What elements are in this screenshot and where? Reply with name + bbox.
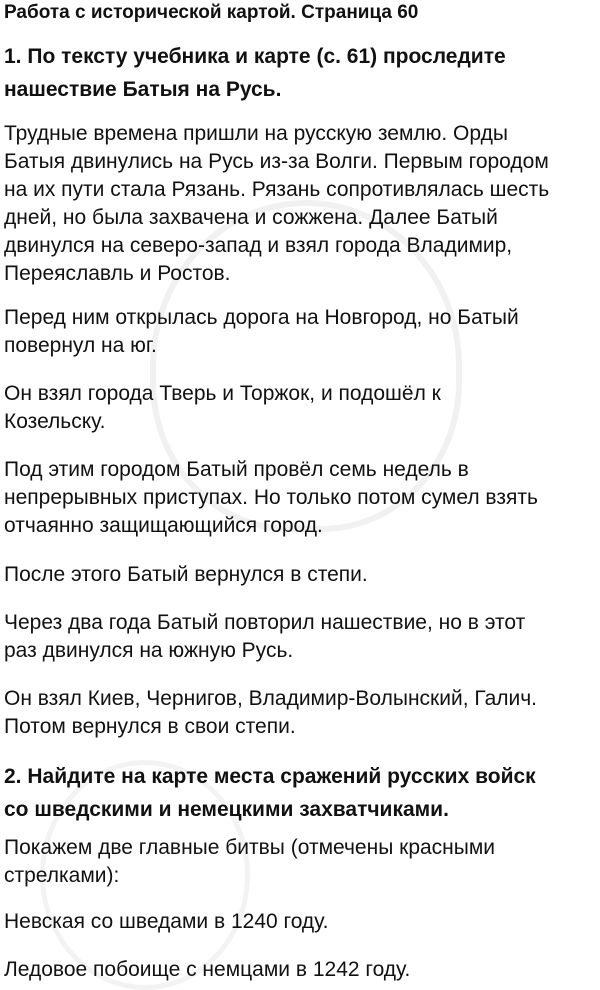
task1-paragraph bbox=[4, 609, 525, 665]
task2-paragraph bbox=[4, 908, 328, 936]
task1-paragraph bbox=[4, 456, 538, 540]
paragraph-line: стрелками): bbox=[4, 864, 120, 887]
paragraph-line: Через два года Батый повторил нашествие, но в этот bbox=[4, 611, 526, 634]
task1-paragraph bbox=[4, 120, 549, 288]
task1-heading-line: нашествие Батыя на Русь. bbox=[4, 78, 282, 101]
paragraph-line: Покажем две главные битвы (отмечены красными bbox=[4, 836, 496, 859]
paragraph-line: Под этим городом Батый провёл семь недель в bbox=[4, 458, 469, 481]
task1-paragraph bbox=[4, 304, 519, 360]
paragraph-line: Переяславль и Ростов. bbox=[4, 262, 231, 285]
paragraph-line: Трудные времена пришли на русскую землю. Орды bbox=[4, 122, 508, 145]
task1-paragraph bbox=[4, 685, 537, 741]
paragraph-line: повернул на юг. bbox=[4, 334, 157, 357]
task1-paragraph bbox=[4, 561, 368, 589]
paragraph-line: Ледовое побоище с немцами в 1242 году. bbox=[4, 958, 411, 981]
paragraph-line: Потом вернулся в свои степи. bbox=[4, 715, 296, 738]
paragraph-line: Батыя двинулись на Русь из-за Волги. Первым городом bbox=[4, 150, 549, 173]
paragraph-line: двинулся на северо-запад и взял города Владимир, bbox=[4, 234, 513, 257]
paragraph-line: После этого Батый вернулся в степи. bbox=[4, 563, 368, 586]
task1-paragraph bbox=[4, 380, 441, 436]
task1-heading-line: 1. По тексту учебника и карте (с. 61) проследите bbox=[4, 45, 506, 68]
paragraph-line: Он взял Киев, Чернигов, Владимир-Волынский, Галич. bbox=[4, 687, 538, 710]
paragraph-line: Невская со шведами в 1240 году. bbox=[4, 910, 329, 933]
task2-paragraph bbox=[4, 834, 495, 890]
paragraph-line: на их пути стала Рязань. Рязань сопротивлялась шесть bbox=[4, 178, 550, 201]
paragraph-line: непрерывных приступах. Но только потом сумел взять bbox=[4, 486, 538, 509]
paragraph-line: раз двинулся на южную Русь. bbox=[4, 639, 294, 662]
task1-heading bbox=[4, 40, 506, 106]
paragraph-line: отчаянно защищающийся город. bbox=[4, 514, 323, 537]
paragraph-line: Перед ним открылась дорога на Новгород, но Батый bbox=[4, 306, 519, 329]
paragraph-line: дней, но была захвачена и сожжена. Далее Батый bbox=[4, 206, 498, 229]
task2-paragraph bbox=[4, 956, 410, 984]
paragraph-line: Козельску. bbox=[4, 410, 106, 433]
task2-heading-line: со шведскими и немецкими захватчиками. bbox=[4, 798, 449, 821]
task2-heading-line: 2. Найдите на карте места сражений русских войск bbox=[4, 765, 536, 788]
paragraph-line: Он взял города Тверь и Торжок, и подошёл к bbox=[4, 382, 441, 405]
page-title: Работа с исторической картой. Страница 60 bbox=[4, 2, 419, 23]
task2-heading bbox=[4, 760, 536, 826]
